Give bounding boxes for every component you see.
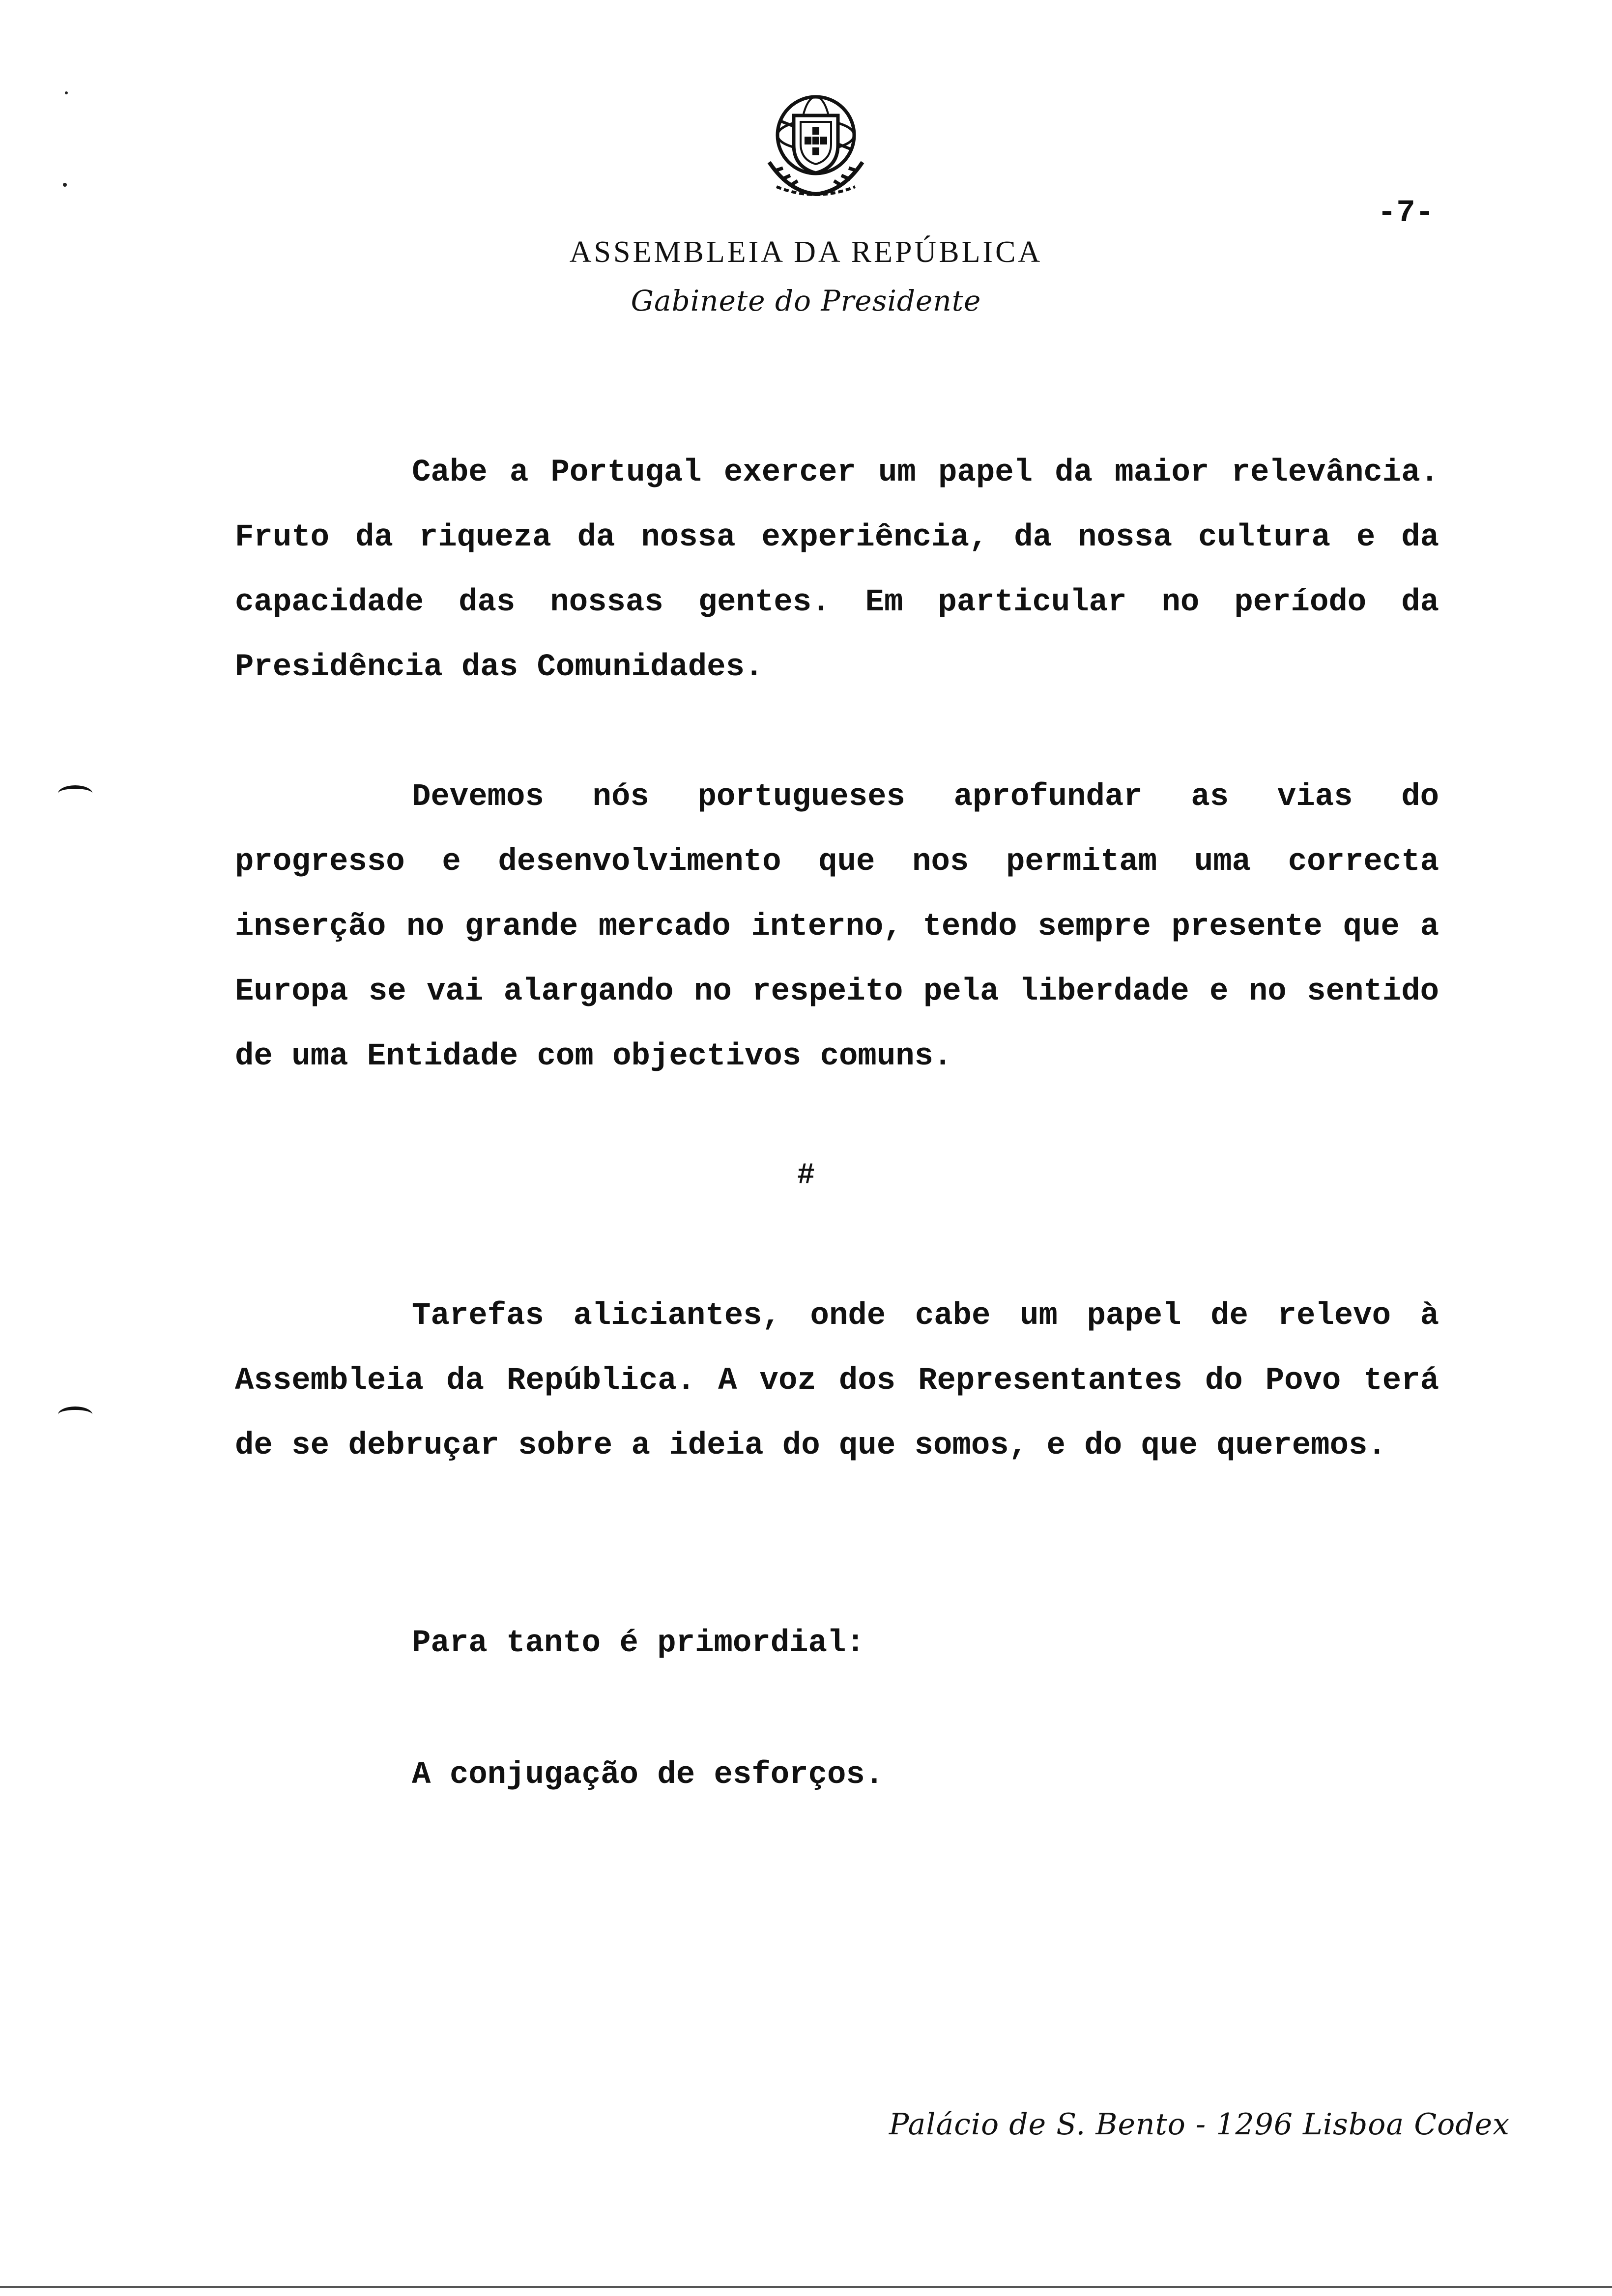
paragraph-progress: Devemos nós portugueses aprofundar as vias do progresso e desenvolvimento que nos permitam uma correcta inserção no grande mercado interno, tendo sempre presente que a Europa se vai alargando no respeito pela liberdade e no sentido de uma Entidade com objectivos comuns. <box>235 779 1439 1074</box>
institution-name: ASSEMBLEIA DA REPÚBLICA <box>569 235 1043 269</box>
paragraph-portugal-role: Cabe a Portugal exercer um papel da maior relevância. Fruto da riqueza da nossa experiência, da nossa cultura e da capacidade das nossas gentes. Em particular no período da Presidência das Comunidades. <box>235 455 1439 685</box>
scan-speck <box>63 183 67 187</box>
section-separator: # <box>797 1159 815 1192</box>
paragraph-tasks: Tarefas aliciantes, onde cabe um papel de relevo à Assembleia da República. A voz dos Representantes do Povo terá de se debruçar sobre a ideia do que somos, e do que queremos. <box>235 1298 1439 1464</box>
scan-speck <box>65 91 68 94</box>
footer-address: Palácio de S. Bento - 1296 Lisboa Codex <box>889 2107 1510 2142</box>
punch-hole-mark <box>58 785 92 802</box>
scan-edge-line <box>0 2286 1612 2288</box>
punch-hole-mark <box>58 1406 92 1423</box>
paragraph-essential: Para tanto é primordial: <box>412 1626 865 1661</box>
page-number: -7- <box>1377 196 1434 231</box>
paragraph-efforts: A conjugação de esforços. <box>412 1757 884 1793</box>
coat-of-arms-icon <box>759 88 872 206</box>
office-name: Gabinete do Presidente <box>631 284 981 317</box>
